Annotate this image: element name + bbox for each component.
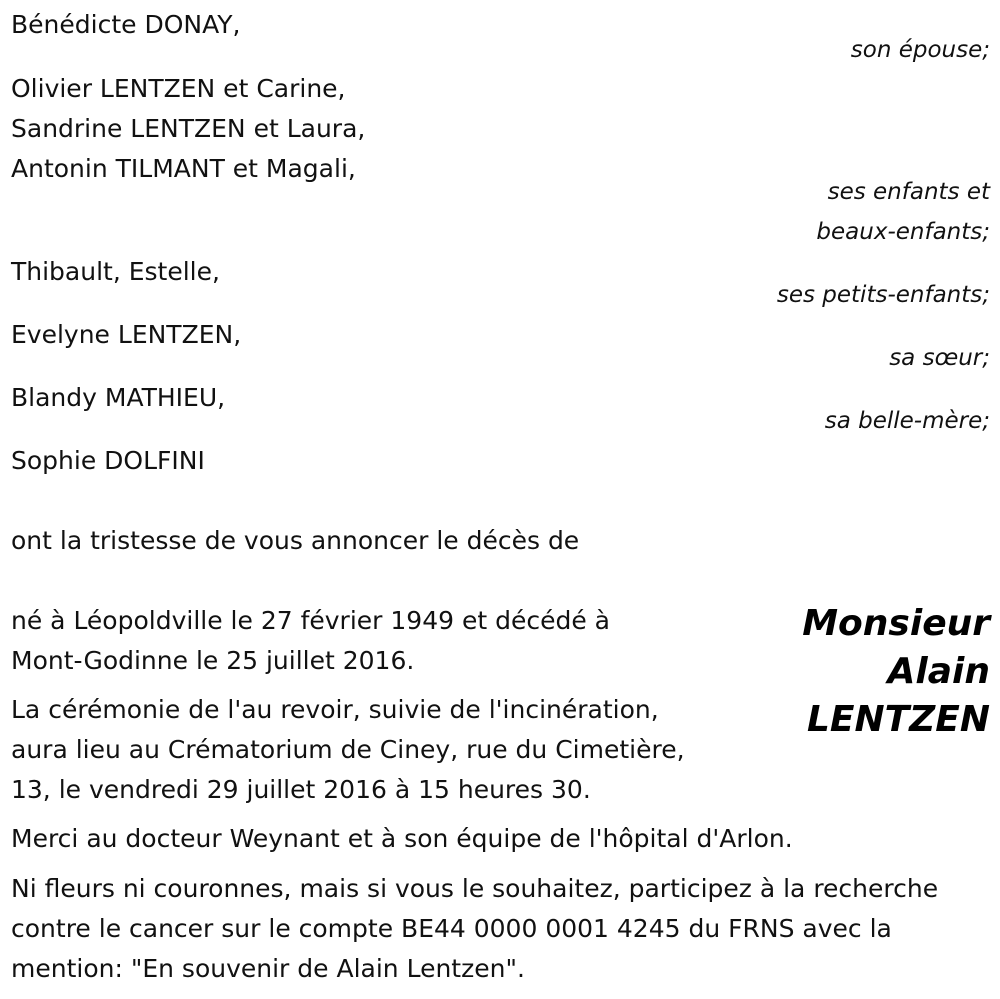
mother-in-law-name: Blandy MATHIEU,	[11, 383, 226, 412]
ceremony-line: aura lieu au Crématorium de Ciney, rue du Cimetière,	[11, 735, 685, 764]
child-line: Olivier LENTZEN et Carine,	[11, 74, 346, 103]
birth-death-line: Mont-Godinne le 25 juillet 2016.	[11, 646, 415, 675]
announcement-text: ont la tristesse de vous annoncer le décès de	[11, 526, 580, 555]
deceased-first-name: Alain	[887, 651, 990, 692]
ceremony-line: La cérémonie de l'au revoir, suivie de l'incinération,	[11, 695, 659, 724]
grandchildren-role: ses petits-enfants;	[776, 282, 990, 308]
donation-line: contre le cancer sur le compte BE44 0000 0001 4245 du FRNS avec la	[11, 914, 892, 943]
deceased-title: Monsieur	[802, 603, 990, 644]
children-role: beaux-enfants;	[816, 219, 990, 245]
children-role: ses enfants et	[827, 179, 990, 205]
birth-death-line: né à Léopoldville le 27 février 1949 et décédé à	[11, 606, 610, 635]
ceremony-line: 13, le vendredi 29 juillet 2016 à 15 heures 30.	[11, 775, 591, 804]
deceased-last-name: LENTZEN	[806, 699, 990, 740]
child-line: Antonin TILMANT et Magali,	[11, 154, 356, 183]
other-relative-name: Sophie DOLFINI	[11, 446, 205, 475]
spouse-role: son épouse;	[850, 37, 990, 63]
sister-name: Evelyne LENTZEN,	[11, 320, 242, 349]
thanks-text: Merci au docteur Weynant et à son équipe de l'hôpital d'Arlon.	[11, 824, 793, 853]
spouse-name: Bénédicte DONAY,	[11, 10, 241, 39]
donation-line: mention: "En souvenir de Alain Lentzen".	[11, 954, 525, 983]
child-line: Sandrine LENTZEN et Laura,	[11, 114, 366, 143]
grandchildren-names: Thibault, Estelle,	[11, 257, 220, 286]
donation-line: Ni fleurs ni couronnes, mais si vous le souhaitez, participez à la recherche	[11, 874, 939, 903]
sister-role: sa sœur;	[889, 345, 990, 371]
mother-in-law-role: sa belle-mère;	[824, 408, 990, 434]
deceased-name	[802, 600, 990, 744]
